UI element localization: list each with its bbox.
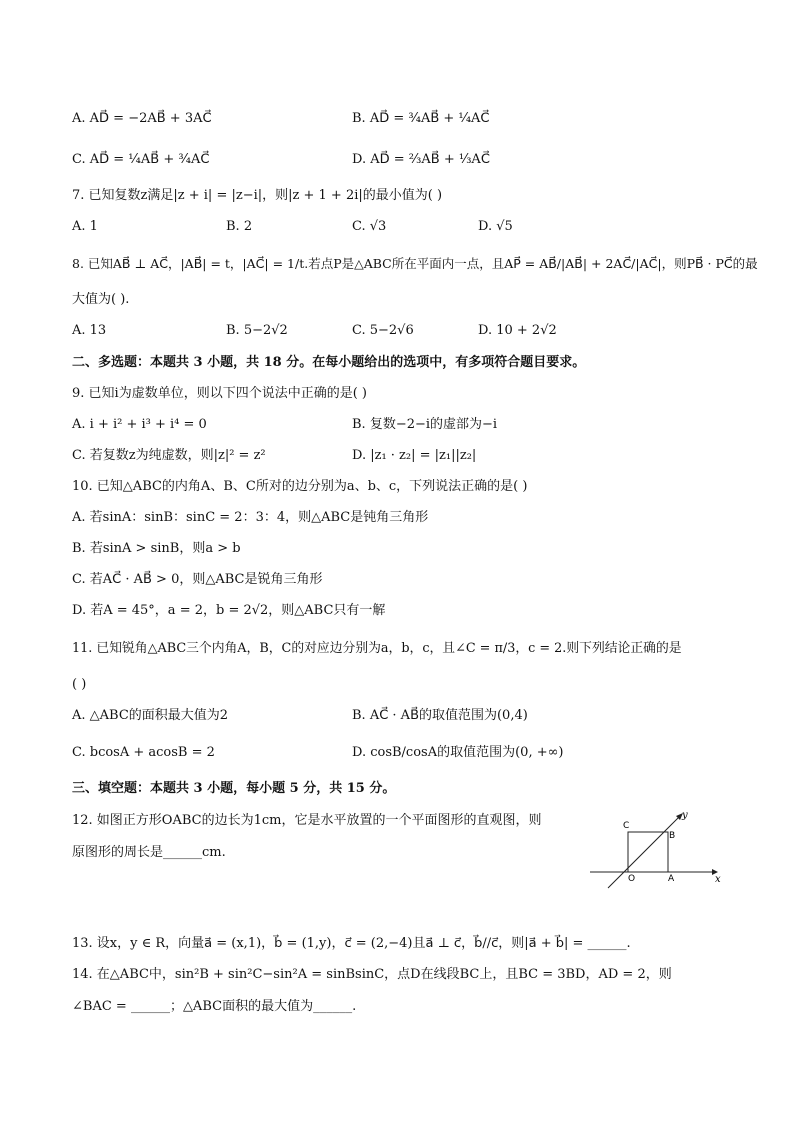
q9-option-d: D. |z₁ · z₂| = |z₁||z₂| (352, 448, 477, 463)
q11-option-d: D. cosB/cosA的取值范围为(0, +∞) (352, 745, 564, 760)
q10-stem: 10. 已知△ABC的内角A、B、C所对的边分别为a、b、c，下列说法正确的是( ) (72, 479, 528, 494)
q14-stem-line1: 14. 在△ABC中，sin²B + sin²C−sin²A = sinBsinC，点D在线段BC上，且BC = 3BD，AD = 2，则 (72, 967, 672, 982)
q12-stem-line2: 原图形的周长是______cm. (72, 845, 226, 860)
q8-stem-line2: 大值为( ). (72, 292, 130, 307)
q12-diagram (586, 806, 726, 890)
q11-stem-line2: ( ) (72, 677, 87, 692)
q10-option-d: D. 若A = 45°，a = 2，b = 2√2，则△ABC只有一解 (72, 603, 386, 618)
q9-option-b: B. 复数−2−i的虚部为−i (352, 417, 498, 432)
label-o: O (628, 874, 636, 884)
q13-stem: 13. 设x，y ∈ R，向量a⃗ = (x,1)，b⃗ = (1,y)，c⃗ = (2,−4)且a⃗ ⊥ c⃗，b⃗//c⃗，则|a⃗ + b⃗| = ______. (72, 936, 631, 951)
q7-option-c: C. √3 (352, 219, 387, 234)
label-b: B (669, 831, 676, 841)
label-c: C (623, 821, 630, 831)
square-oabc (628, 832, 668, 872)
q8-option-a: A. 13 (72, 323, 107, 338)
q6-option-c: C. AD⃗ = ¹⁄₄AB⃗ + ³⁄₄AC⃗ (72, 152, 210, 167)
q9-option-a: A. i + i² + i³ + i⁴ = 0 (72, 417, 207, 432)
q11-option-a: A. △ABC的面积最大值为2 (72, 708, 229, 723)
q8-option-d: D. 10 + 2√2 (478, 323, 557, 338)
label-a: A (668, 874, 675, 884)
q10-option-b: B. 若sinA > sinB，则a > b (72, 541, 241, 556)
q9-stem: 9. 已知i为虚数单位，则以下四个说法中正确的是( ) (72, 386, 367, 401)
q7-stem: 7. 已知复数z满足|z + i| = |z−i|，则|z + 1 + 2i|的最小值为( ) (72, 188, 443, 203)
q7-option-b: B. 2 (226, 219, 253, 234)
q9-option-c: C. 若复数z为纯虚数，则|z|² = z² (72, 448, 266, 463)
q11-option-b: B. AC⃗ · AB⃗的取值范围为(0,4) (352, 708, 528, 723)
q8-stem-line1: 8. 已知AB⃗ ⊥ AC⃗，|AB⃗| = t，|AC⃗| = 1/t.若点P是△ABC所在平面内一点，且AP⃗ = AB⃗/|AB⃗| + 2AC⃗/|AC⃗|，则PB⃗ · PC⃗的最 (72, 256, 758, 271)
section-3-heading: 三、填空题：本题共 3 小题，每小题 5 分，共 15 分。 (72, 781, 396, 796)
label-y: y (682, 810, 688, 821)
q6-option-a: A. AD⃗ = −2AB⃗ + 3AC⃗ (72, 111, 212, 126)
q12-stem-line1: 12. 如图正方形OABC的边长为1cm，它是水平放置的一个平面图形的直观图，则 (72, 813, 542, 828)
q14-stem-line2: ∠BAC = ______；△ABC面积的最大值为______. (72, 999, 357, 1014)
q8-option-c: C. 5−2√6 (352, 323, 414, 338)
q11-option-c: C. bcosA + acosB = 2 (72, 745, 215, 760)
q7-option-a: A. 1 (72, 219, 98, 234)
q6-option-d: D. AD⃗ = ²⁄₃AB⃗ + ¹⁄₃AC⃗ (352, 152, 490, 167)
section-2-heading: 二、多选题：本题共 3 小题，共 18 分。在每小题给出的选项中，有多项符合题目要求。 (72, 355, 586, 370)
q7-option-d: D. √5 (478, 219, 513, 234)
q8-option-b: B. 5−2√2 (226, 323, 288, 338)
q11-stem-line1: 11. 已知锐角△ABC三个内角A，B，C的对应边分别为a，b，c，且∠C = π/3，c = 2.则下列结论正确的是 (72, 641, 682, 656)
q10-option-a: A. 若sinA：sinB：sinC = 2：3：4，则△ABC是钝角三角形 (72, 510, 429, 525)
label-x: x (715, 874, 721, 885)
q6-option-b: B. AD⃗ = ³⁄₄AB⃗ + ¹⁄₄AC⃗ (352, 111, 490, 126)
q10-option-c: C. 若AC⃗ · AB⃗ > 0，则△ABC是锐角三角形 (72, 572, 323, 587)
